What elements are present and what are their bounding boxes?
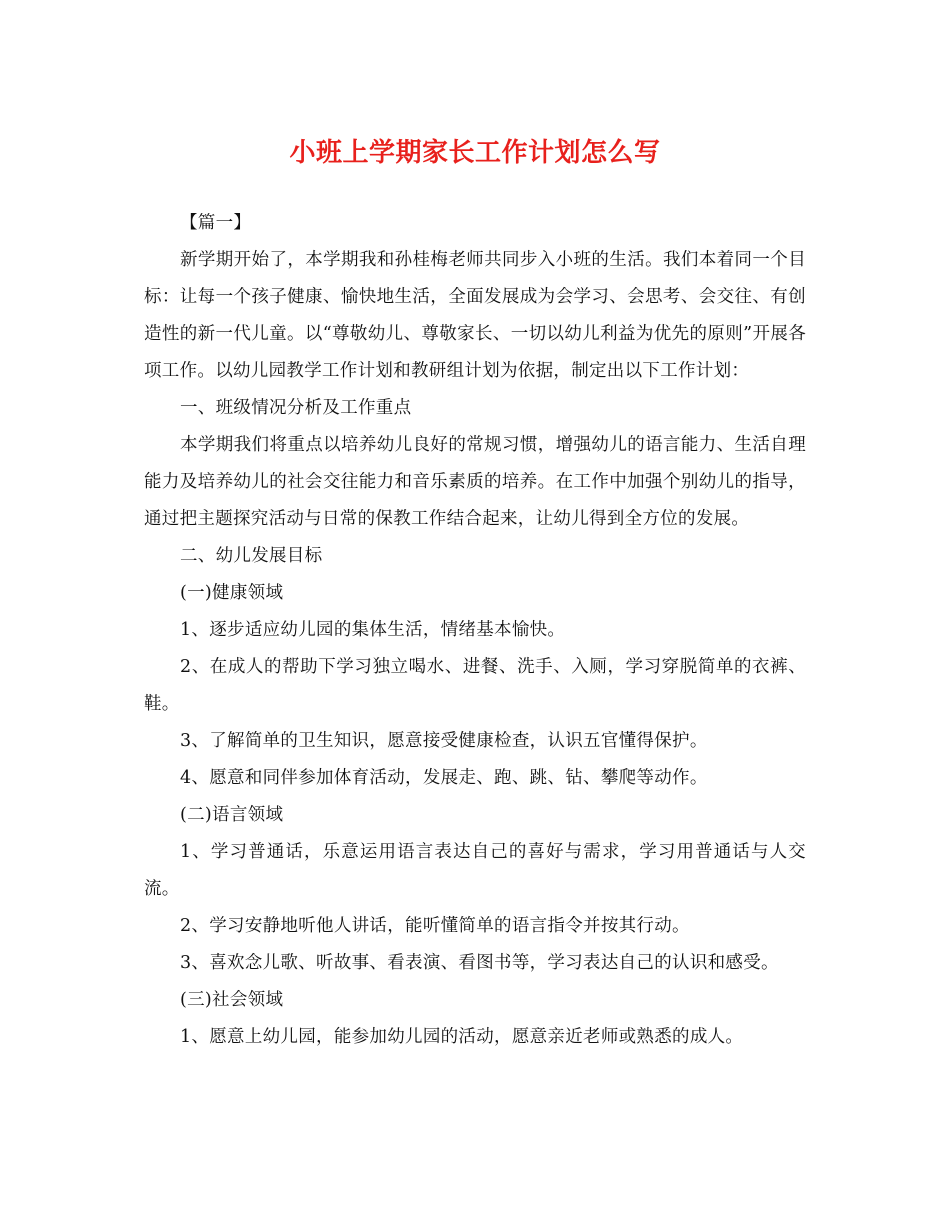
subsection-heading-health: (一)健康领域 [180, 583, 284, 603]
document-title: 小班上学期家长工作计划怎么写 [289, 138, 661, 168]
list-item-language-2: 2、学习安静地听他人讲话，能听懂简单的语言指令并按其行动。 [180, 916, 690, 936]
subsection-heading-social: (三)社会领域 [180, 990, 284, 1010]
paragraph-intro: 新学期开始了，本学期我和孙桂梅老师共同步入小班的生活。我们本着同一个目标：让每一个孩子健康、愉快地生活，全面发展成为会学习、会思考、会交往、有创造性的新一代儿童。以“尊敬幼儿、尊敬家长、一切以幼儿利益为优先的原则”开展各项工作。以幼儿园教学工作计划和教研组计划为依据，制定出以下工作计划： [144, 250, 806, 381]
paragraph-class-analysis: 本学期我们将重点以培养幼儿良好的常规习惯，增强幼儿的语言能力、生活自理能力及培养幼儿的社会交往能力和音乐素质的培养。在工作中加强个别幼儿的指导，通过把主题探究活动与日常的保教工作结合起来，让幼儿得到全方位的发展。 [144, 435, 806, 529]
section-heading-class-analysis: 一、班级情况分析及工作重点 [180, 398, 412, 418]
section-heading-development-goals: 二、幼儿发展目标 [180, 546, 323, 566]
list-item-language-1: 1、学习普通话，乐意运用语言表达自己的喜好与需求，学习用普通话与人交流。 [144, 842, 806, 899]
list-item-health-3: 3、了解简单的卫生知识，愿意接受健康检查，认识五官懂得保护。 [180, 731, 708, 751]
list-item-health-2: 2、在成人的帮助下学习独立喝水、进餐、洗手、入厕，学习穿脱简单的衣裤、鞋。 [144, 657, 806, 714]
subsection-heading-language: (二)语言领域 [180, 805, 284, 825]
list-item-health-1: 1、逐步适应幼儿园的集体生活，情绪基本愉快。 [180, 620, 566, 640]
list-item-language-3: 3、喜欢念儿歌、听故事、看表演、看图书等，学习表达自己的认识和感受。 [180, 953, 779, 973]
document-body [144, 205, 806, 1056]
list-item-health-4: 4、愿意和同伴参加体育活动，发展走、跑、跳、钻、攀爬等动作。 [180, 768, 708, 788]
list-item-social-1: 1、愿意上幼儿园，能参加幼儿园的活动，愿意亲近老师或熟悉的成人。 [180, 1027, 744, 1047]
paragraph-heading-part-one: 【篇一】 [180, 213, 252, 233]
